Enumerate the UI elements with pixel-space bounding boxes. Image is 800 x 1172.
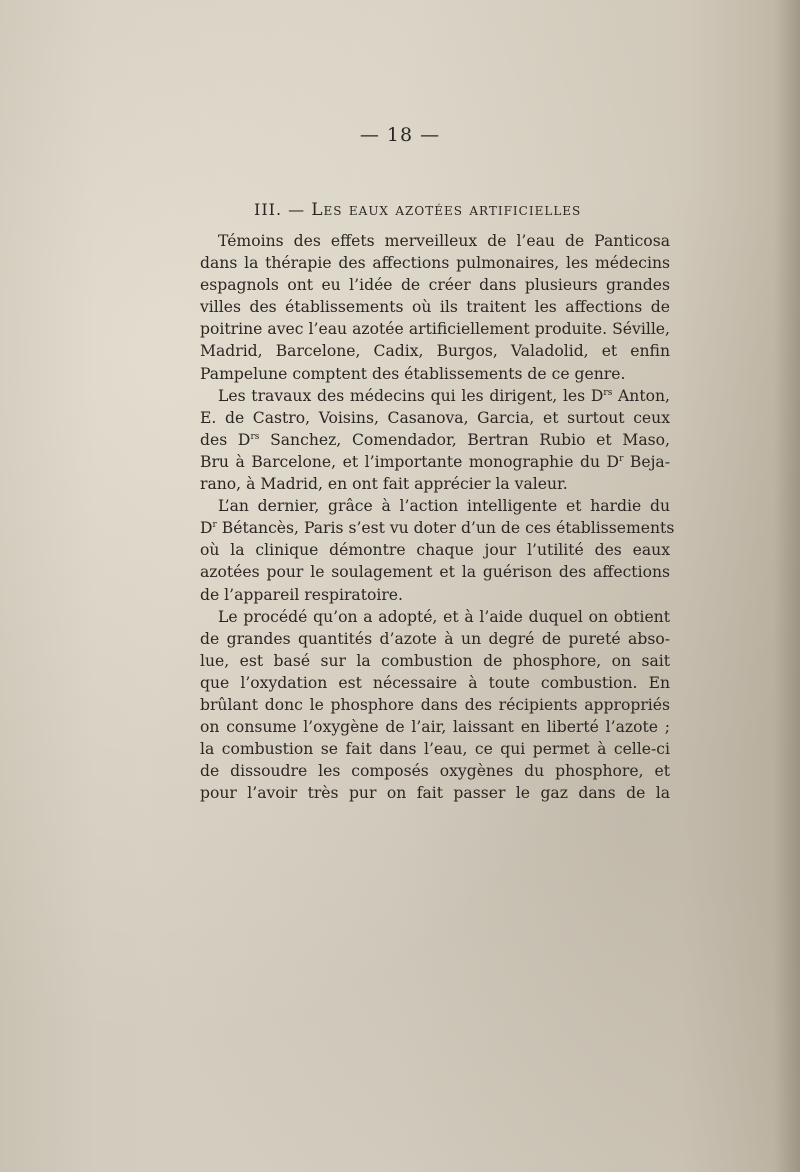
text-line: lue, est basé sur la combustion de phosphore, on sait: [200, 651, 670, 670]
text-line: poitrine avec l’eau azotée artificiellement produite. Séville,: [200, 320, 670, 339]
text-line: Le procédé qu’on a adopté, et à l’aide duquel on obtient: [218, 607, 670, 626]
text-line: la combustion se fait dans l’eau, ce qui permet à celle-ci: [200, 740, 670, 759]
text-line: de grandes quantités d’azote à un degré de pureté abso-: [200, 629, 670, 648]
text-line: [200, 385, 670, 407]
text-line-segment: Les travaux des médecins qui les dirigent, les D: [218, 386, 604, 405]
text-line: on consume l’oxygène de l’air, laissant en liberté l’azote ;: [200, 718, 670, 737]
text-line: pour l’avoir très pur on fait passer le gaz dans de la: [200, 784, 670, 803]
text-line: Pampelune comptent des établissements de ce genre.: [200, 364, 626, 383]
text-line: rano, à Madrid, en ont fait apprécier la valeur.: [200, 475, 568, 494]
text-line: [200, 517, 675, 539]
text-line-segment: Anton,: [612, 386, 670, 405]
chapter-title-text: Les eaux azotées artificielles: [311, 200, 582, 220]
chapter-separator: —: [282, 200, 312, 219]
text-line-segment: Bétancès, Paris s’est vu doter d’un de ces établissements: [216, 519, 675, 538]
superscript: rs: [603, 387, 613, 398]
text-line: brûlant donc le phosphore dans des récipients appropriés: [200, 695, 670, 714]
body-text: [200, 230, 675, 804]
text-line: Madrid, Barcelone, Cadix, Burgos, Valadolid, et enfin: [200, 342, 670, 361]
text-line: villes des établissements où ils traitent les affections de: [200, 298, 670, 317]
text-line: dans la thérapie des affections pulmonaires, les médecins: [200, 254, 670, 273]
chapter-title: [254, 200, 581, 220]
text-line-segment: Sanchez, Comendador, Bertran Rubio et Maso,: [259, 430, 670, 449]
page-edge-shadow: [774, 0, 800, 1172]
text-line-segment: Beja-: [623, 452, 671, 471]
text-line-segment: D: [200, 519, 213, 538]
text-line: que l’oxydation est nécessaire à toute combustion. En: [200, 673, 670, 692]
text-line: de dissoudre les composés oxygènes du phosphore, et: [200, 762, 670, 781]
superscript: r: [212, 520, 217, 531]
chapter-number: III.: [254, 200, 283, 219]
text-line: [200, 429, 670, 451]
text-line: Témoins des effets merveilleux de l’eau de Panticosa: [218, 232, 670, 250]
superscript: rs: [250, 431, 260, 442]
text-line: [200, 451, 670, 473]
text-line: espagnols ont eu l’idée de créer dans plusieurs grandes: [200, 276, 670, 295]
text-line: où la clinique démontre chaque jour l’utilité des eaux: [200, 541, 670, 560]
text-line-segment: Bru à Barcelone, et l’importante monographie du D: [200, 452, 620, 471]
page-number: — 18 —: [359, 124, 441, 146]
text-line: L’an dernier, grâce à l’action intelligente et hardie du: [218, 497, 670, 516]
text-line-segment: des D: [200, 430, 251, 449]
text-line: azotées pour le soulagement et la guérison des affections: [200, 563, 670, 582]
text-line: de l’appareil respiratoire.: [200, 585, 403, 604]
superscript: r: [619, 453, 624, 464]
text-line: E. de Castro, Voisins, Casanova, Garcia, et surtout ceux: [200, 408, 670, 427]
